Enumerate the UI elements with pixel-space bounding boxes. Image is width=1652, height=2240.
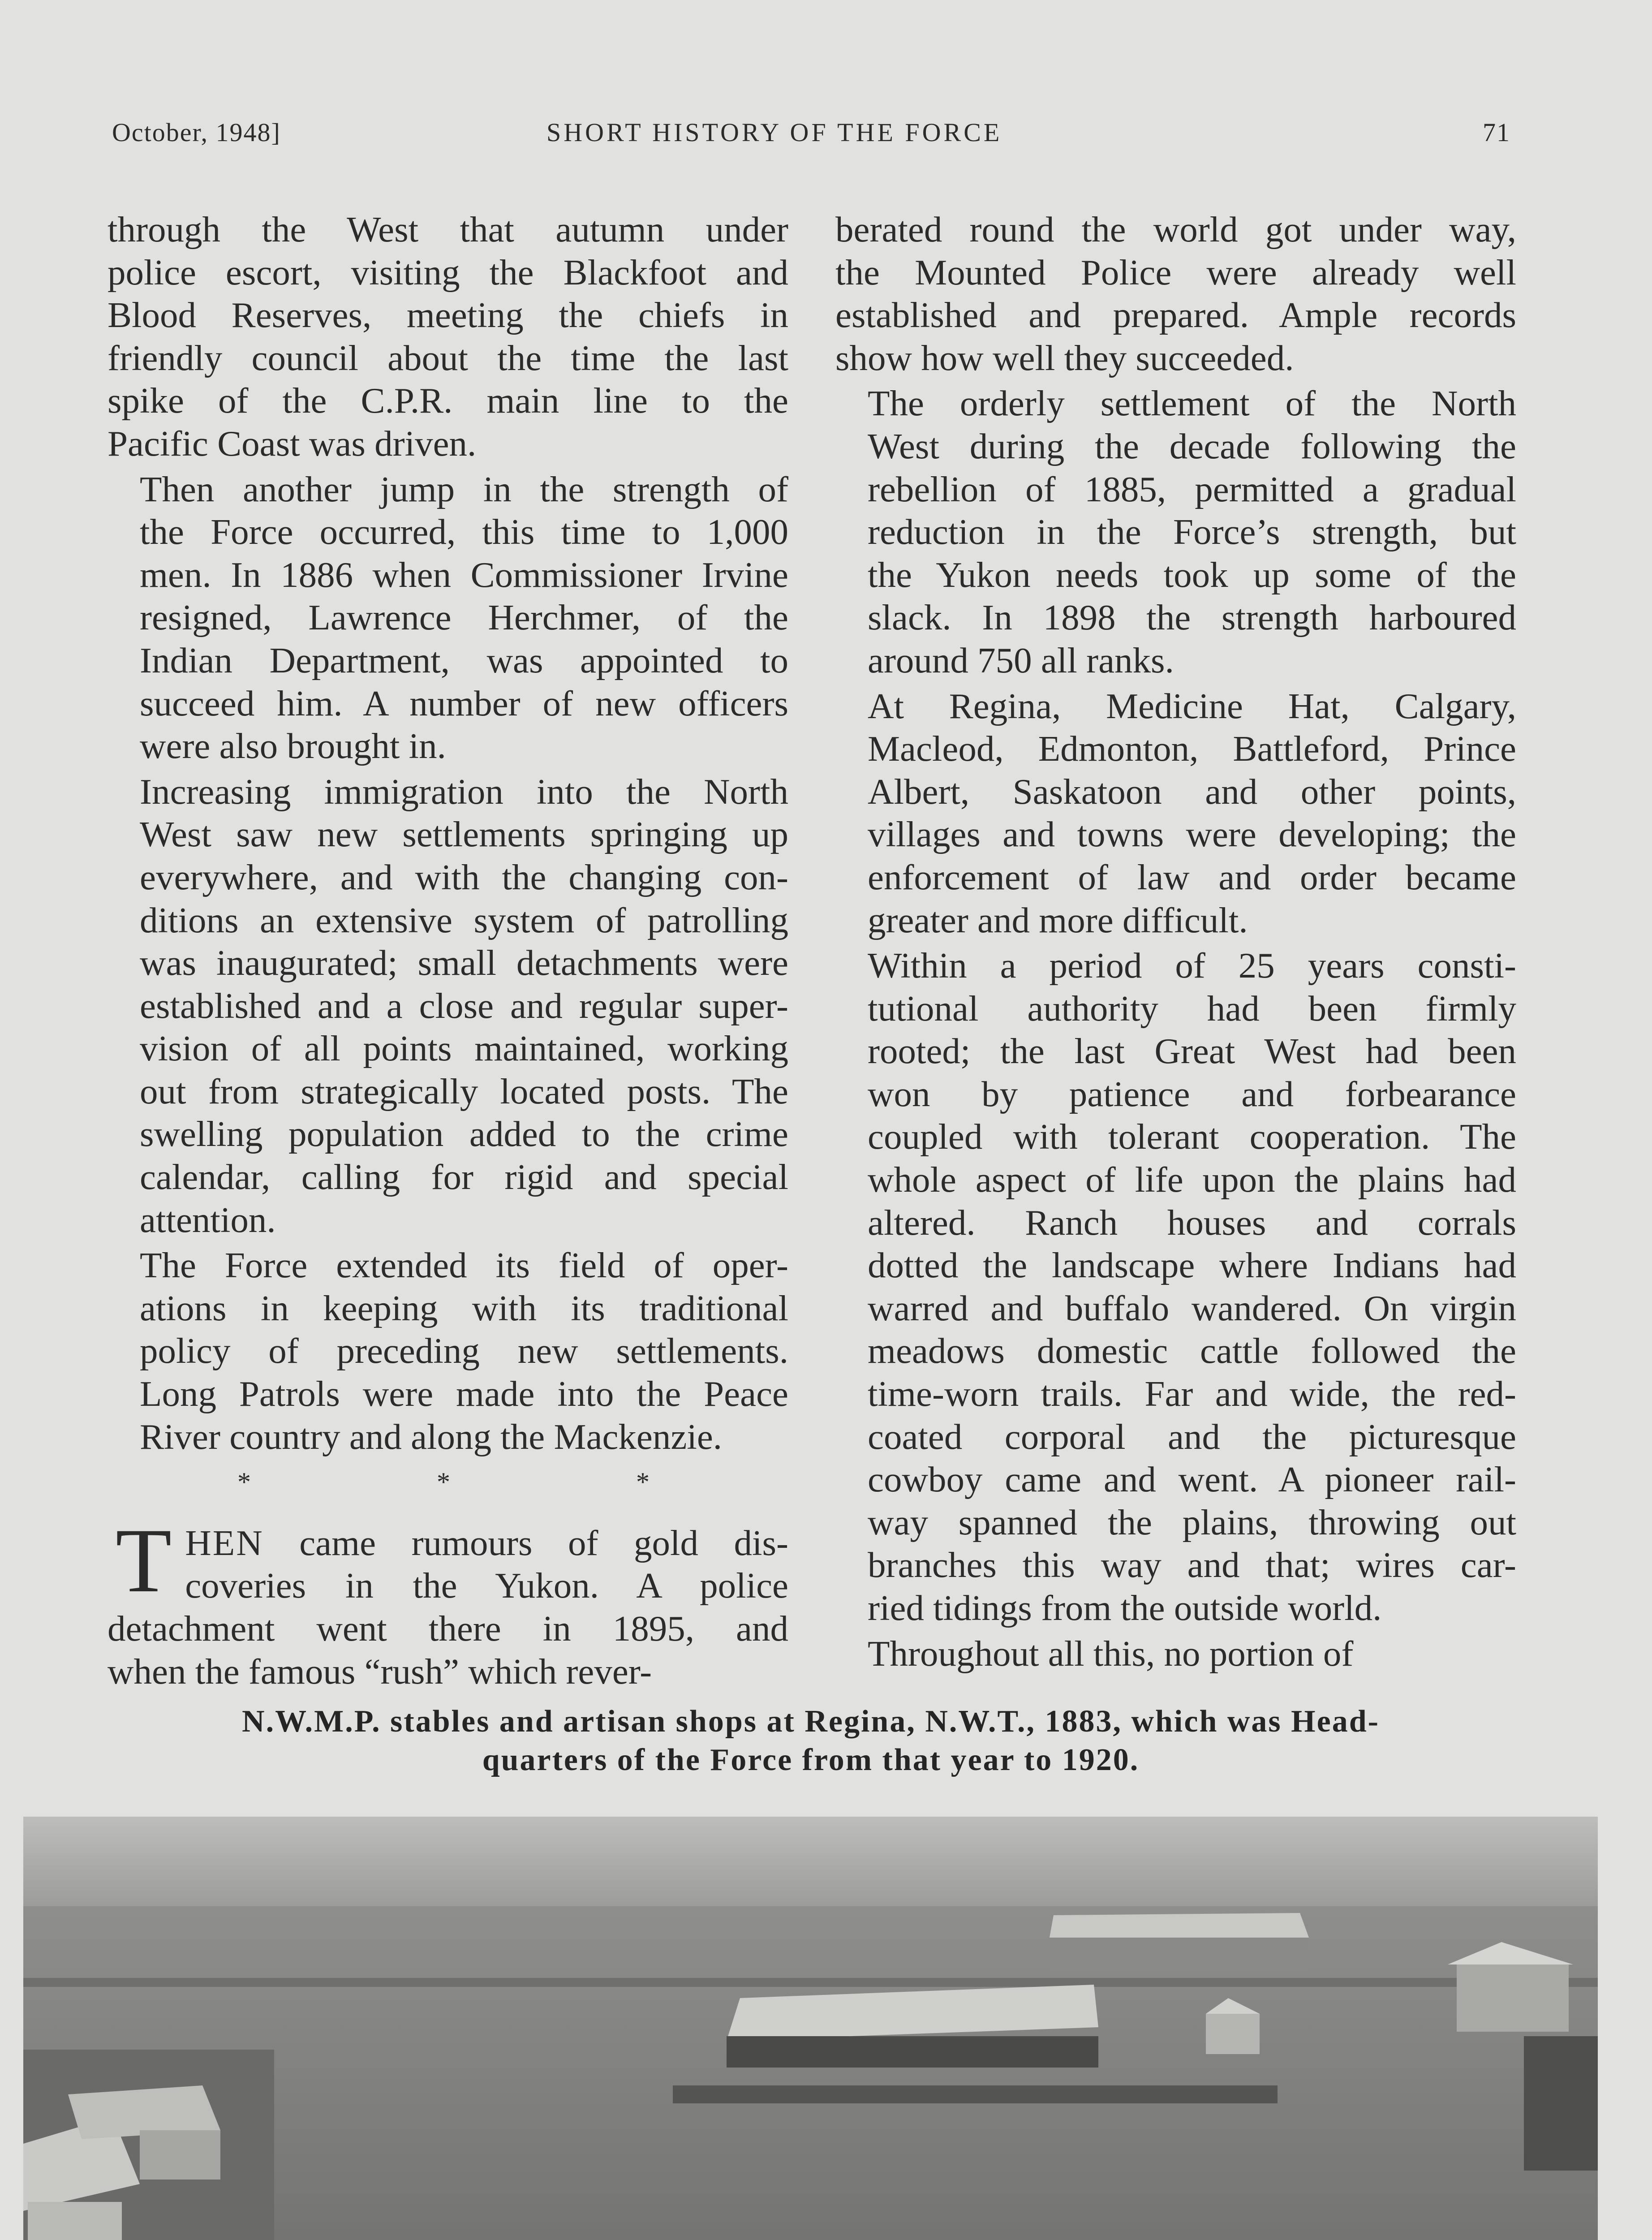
paragraph bbox=[108, 208, 788, 465]
text-line: swelling population added to the crime bbox=[140, 1114, 788, 1154]
text-line: show how well they succeeded. bbox=[835, 337, 1294, 378]
text-line: won by patience and forbearance bbox=[868, 1073, 1516, 1114]
left-column bbox=[108, 208, 788, 1696]
text-line: West during the decade following the bbox=[868, 426, 1516, 466]
text-line: warred and buffalo wandered. On virgin bbox=[868, 1288, 1516, 1328]
text-line: Within a period of 25 years consti- bbox=[868, 945, 1516, 986]
text-line: Blood Reserves, meeting the chiefs in bbox=[108, 295, 788, 336]
text-line: came rumours of gold dis- bbox=[263, 1522, 788, 1563]
text-line: through the West that autumn under bbox=[108, 209, 788, 250]
text-line: enforcement of law and order became bbox=[868, 857, 1516, 897]
paragraph bbox=[108, 1244, 788, 1458]
paragraph-dropcap bbox=[108, 1509, 788, 1693]
paragraph bbox=[108, 771, 788, 1242]
text-line: when the famous “rush” which rever- bbox=[108, 1651, 652, 1692]
text-line: whole aspect of life upon the plains had bbox=[868, 1159, 1516, 1200]
caption-line: quarters of the Force from that year to 1920. bbox=[482, 1743, 1140, 1777]
text-line: was inaugurated; small detachments were bbox=[140, 943, 788, 983]
text-line: friendly council about the time the last bbox=[108, 337, 788, 378]
text-line: way spanned the plains, throwing out bbox=[868, 1502, 1516, 1542]
text-line: berated round the world got under way, bbox=[835, 209, 1516, 250]
text-line: ditions an extensive system of patrolling bbox=[140, 900, 788, 940]
photo-illustration bbox=[23, 1817, 1598, 2240]
text-line: spike of the C.P.R. main line to the bbox=[108, 380, 788, 421]
text-line: meadows domestic cattle followed the bbox=[868, 1331, 1516, 1371]
text-line: out from strategically located posts. The bbox=[140, 1071, 788, 1111]
text-line: succeed him. A number of new officers bbox=[140, 683, 788, 724]
text-line: men. In 1886 when Commissioner Irvine bbox=[140, 554, 788, 595]
text-line: ried tidings from the outside world. bbox=[868, 1588, 1382, 1628]
text-line: rooted; the last Great West had been bbox=[868, 1031, 1516, 1072]
text-line: coveries in the Yukon. A police bbox=[185, 1565, 788, 1606]
text-line: Increasing immigration into the North bbox=[140, 771, 788, 812]
text-line: around 750 all ranks. bbox=[868, 640, 1174, 681]
text-line: Throughout all this, no portion of bbox=[868, 1633, 1354, 1674]
text-line: Indian Department, was appointed to bbox=[140, 640, 788, 681]
text-line: The orderly settlement of the North bbox=[868, 383, 1516, 424]
text-line: were also brought in. bbox=[140, 726, 446, 767]
text-line: detachment went there in 1895, and bbox=[108, 1608, 788, 1649]
text-line: resigned, Lawrence Herchmer, of the bbox=[140, 597, 788, 638]
header-date: October, 1948] bbox=[112, 118, 281, 147]
paragraph bbox=[108, 468, 788, 768]
smallcaps-word: HEN bbox=[185, 1522, 264, 1563]
text-line: West saw new settlements springing up bbox=[140, 814, 788, 855]
text-line: altered. Ranch houses and corrals bbox=[868, 1202, 1516, 1243]
text-line: the Force occurred, this time to 1,000 bbox=[140, 512, 788, 552]
text-line: coated corporal and the picturesque bbox=[868, 1416, 1516, 1457]
text-line: cowboy came and went. A pioneer rail- bbox=[868, 1459, 1516, 1500]
text-line: vision of all points maintained, working bbox=[140, 1028, 788, 1069]
section-separator: * * * bbox=[237, 1467, 739, 1497]
running-header bbox=[112, 117, 1519, 158]
paragraph bbox=[835, 685, 1516, 942]
text-line: the Mounted Police were already well bbox=[835, 252, 1516, 293]
text-line: reduction in the Force’s strength, but bbox=[868, 512, 1516, 552]
header-title: SHORT HISTORY OF THE FORCE bbox=[546, 118, 1002, 147]
paragraph bbox=[835, 1633, 1516, 1676]
text-line: The Force extended its field of oper- bbox=[140, 1245, 788, 1286]
photo-caption bbox=[108, 1702, 1514, 1779]
text-line: Albert, Saskatoon and other points, bbox=[868, 771, 1516, 812]
paragraph bbox=[835, 944, 1516, 1630]
text-line: Pacific Coast was driven. bbox=[108, 423, 477, 464]
text-line: established and a close and regular super- bbox=[140, 985, 788, 1026]
text-line: time-worn trails. Far and wide, the red- bbox=[868, 1374, 1516, 1414]
text-line: policy of preceding new settlements. bbox=[140, 1331, 788, 1371]
text-line: police escort, visiting the Blackfoot and bbox=[108, 252, 788, 293]
text-line: everywhere, and with the changing con- bbox=[140, 857, 788, 897]
historical-photograph bbox=[23, 1817, 1598, 2240]
text-line: the Yukon needs took up some of the bbox=[868, 554, 1516, 595]
text-line: River country and along the Mackenzie. bbox=[140, 1416, 723, 1457]
right-column bbox=[835, 208, 1516, 1678]
paragraph bbox=[835, 382, 1516, 682]
text-line: attention. bbox=[140, 1199, 276, 1240]
text-line: slack. In 1898 the strength harboured bbox=[868, 597, 1516, 638]
text-line: dotted the landscape where Indians had bbox=[868, 1245, 1516, 1286]
page-number: 71 bbox=[1483, 118, 1510, 147]
text-line: Long Patrols were made into the Peace bbox=[140, 1374, 788, 1414]
text-line: At Regina, Medicine Hat, Calgary, bbox=[868, 685, 1516, 726]
text-line: Then another jump in the strength of bbox=[140, 469, 788, 509]
text-line: ations in keeping with its traditional bbox=[140, 1288, 788, 1328]
text-line: established and prepared. Ample records bbox=[835, 295, 1516, 336]
text-line: branches this way and that; wires car- bbox=[868, 1545, 1516, 1585]
text-line: coupled with tolerant cooperation. The bbox=[868, 1116, 1516, 1157]
text-line: rebellion of 1885, permitted a gradual bbox=[868, 469, 1516, 509]
text-line: greater and more difficult. bbox=[868, 900, 1248, 940]
drop-cap: T bbox=[116, 1509, 172, 1611]
text-line: tutional authority had been firmly bbox=[868, 988, 1516, 1029]
caption-line: N.W.M.P. stables and artisan shops at Regina, N.W.T., 1883, which was Head- bbox=[242, 1704, 1380, 1739]
text-line: villages and towns were developing; the bbox=[868, 814, 1516, 855]
paragraph bbox=[835, 208, 1516, 379]
text-line: Macleod, Edmonton, Battleford, Prince bbox=[868, 728, 1516, 769]
text-line: calendar, calling for rigid and special bbox=[140, 1157, 788, 1198]
